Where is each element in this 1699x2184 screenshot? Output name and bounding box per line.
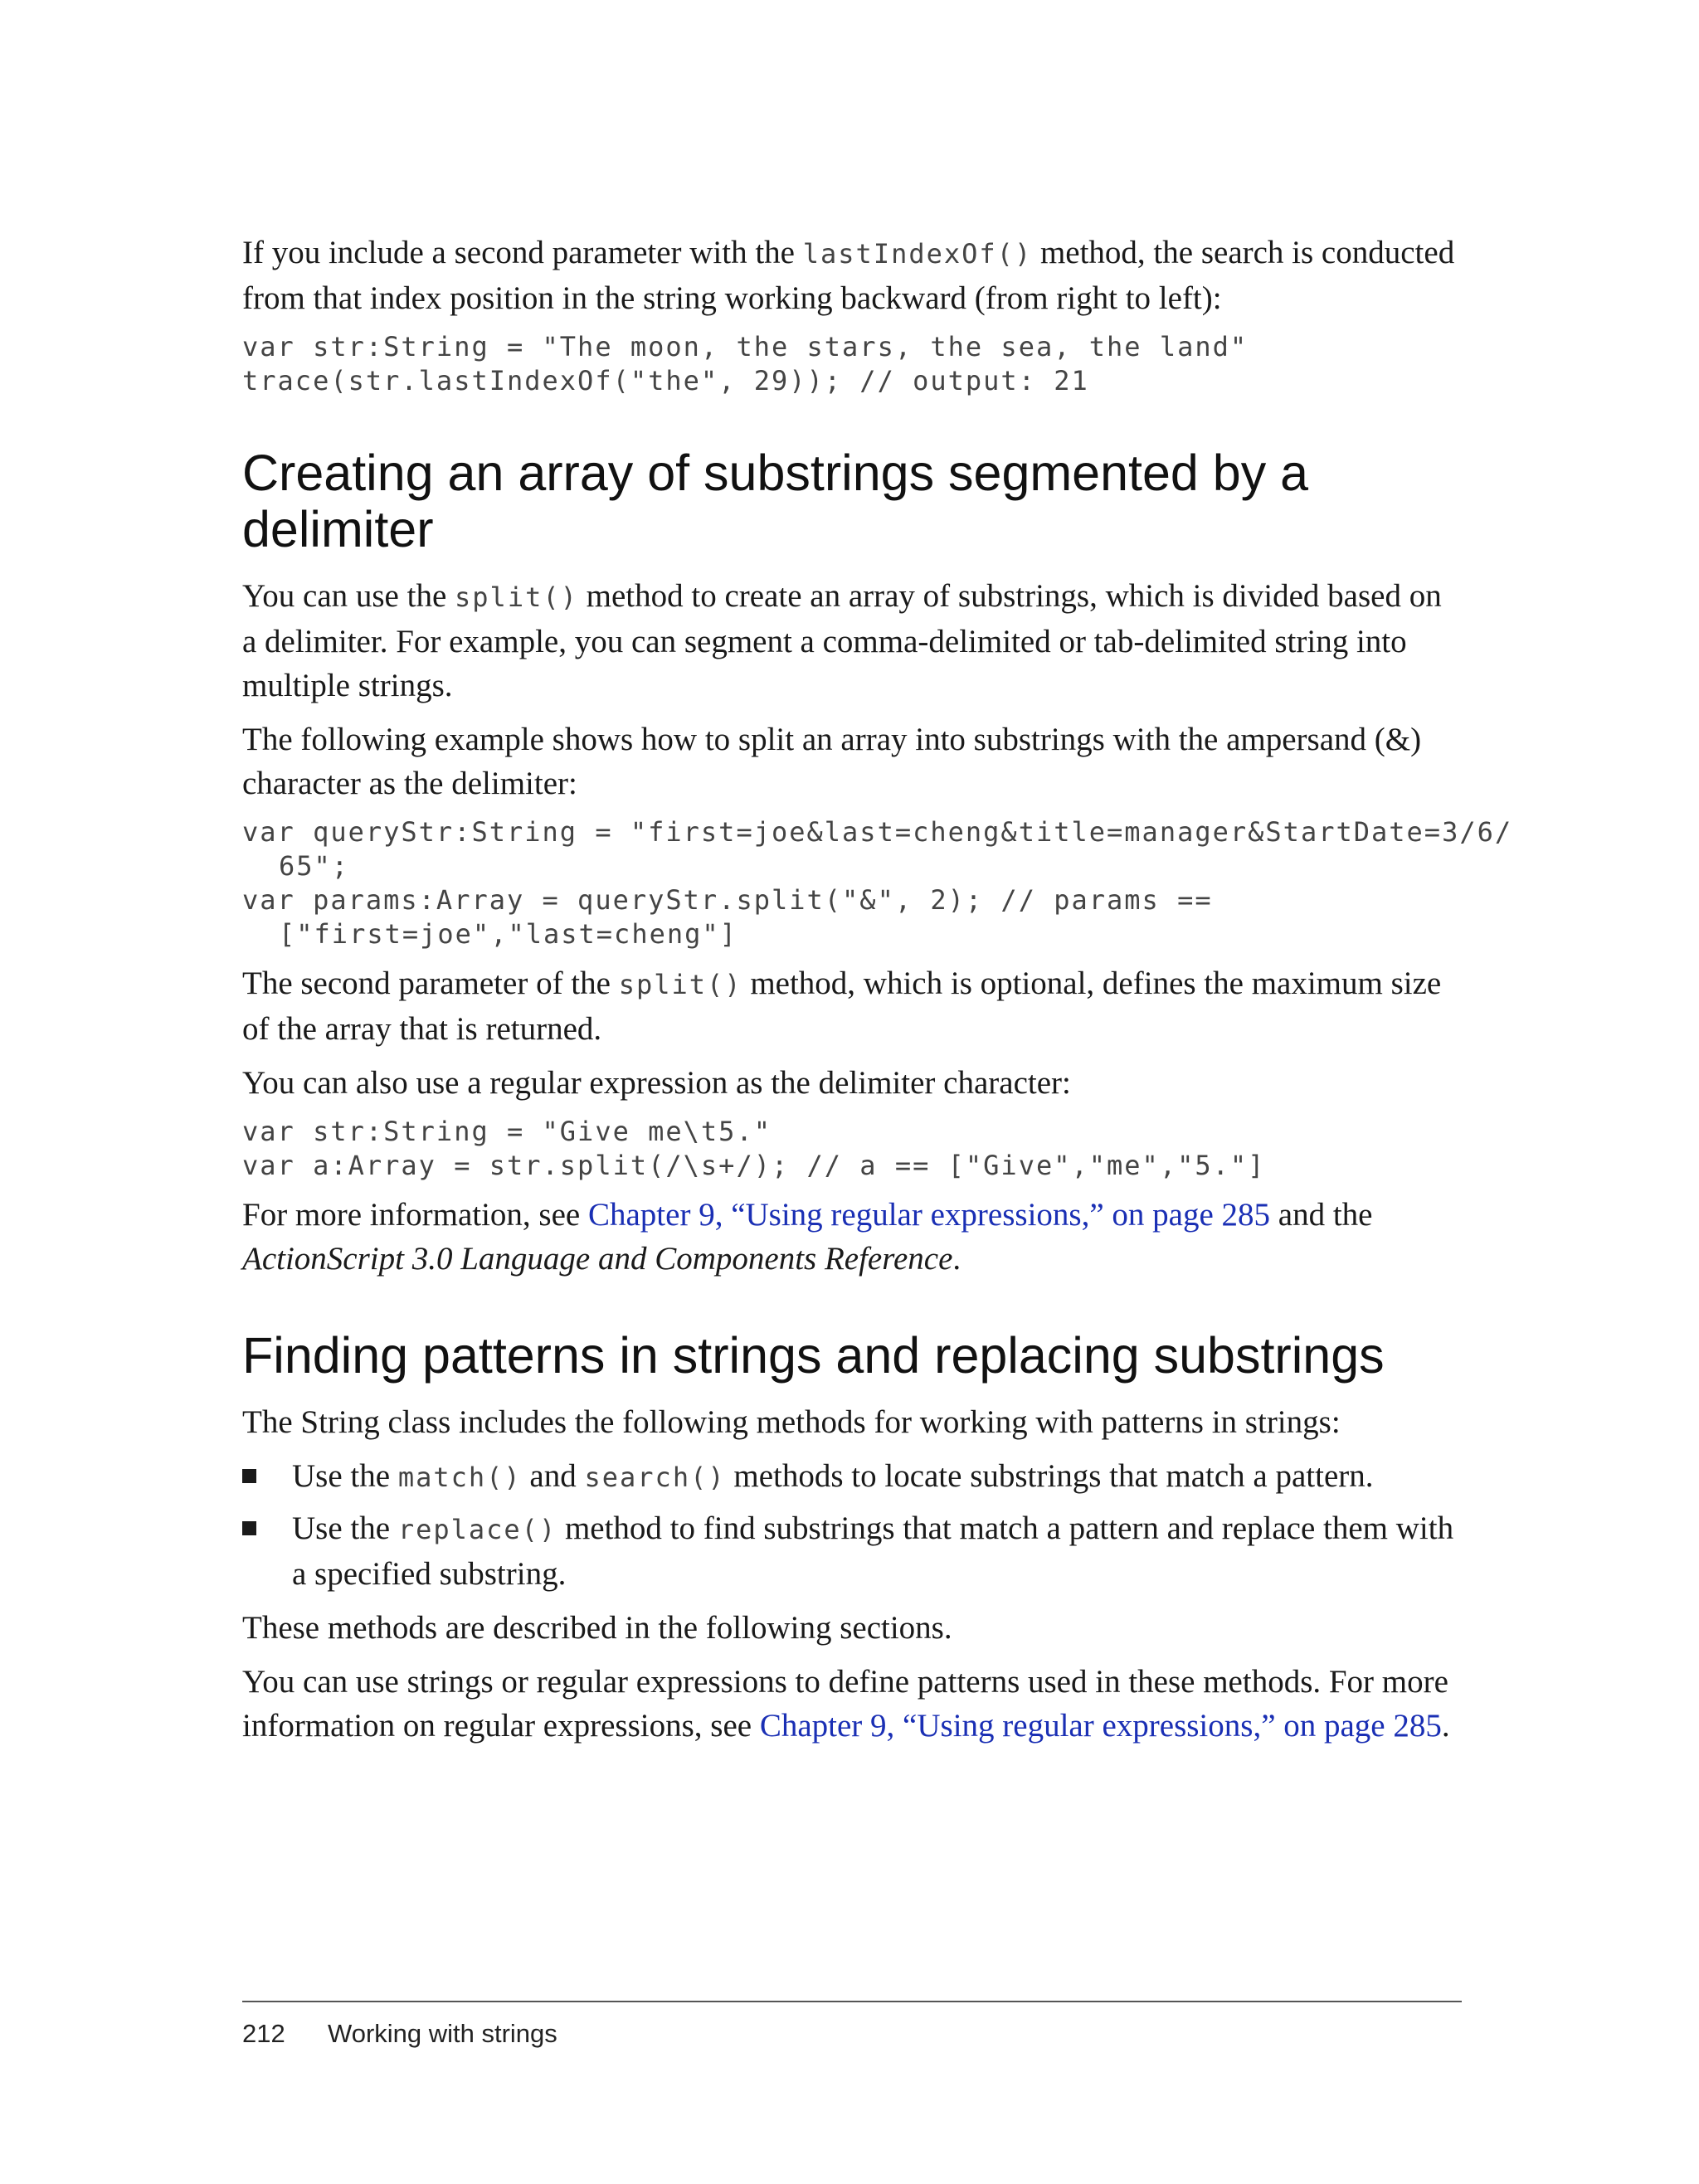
code-line-continued: 65";	[279, 850, 350, 882]
chapter-9-link[interactable]: Chapter 9, “Using regular expressions,” on page 285	[759, 1708, 1442, 1744]
code-block-regex-split	[242, 1115, 1462, 1183]
code-line-continued: ["first=joe","last=cheng"]	[279, 918, 738, 950]
second-parameter-paragraph: The second parameter of the split() method, which is optional, defines the maximum size of the array that is returned.	[242, 966, 1442, 1047]
regex-delimiter-paragraph: You can also use a regular expression as the delimiter character:	[242, 1065, 1071, 1101]
ampersand-paragraph: The following example shows how to split an array into substrings with the ampersand (&) character as the delimiter:	[242, 722, 1422, 801]
inline-code-search: search()	[584, 1462, 726, 1493]
square-bullet-icon	[242, 1521, 256, 1535]
page-content	[242, 231, 1513, 1758]
square-bullet-icon	[242, 1469, 256, 1483]
bullet-item-match-search: Use the match() and search() methods to locate substrings that match a pattern.	[242, 1454, 1462, 1500]
split-intro-paragraph: You can use the split() method to create an array of substrings, which is divided based on a delimiter. For example, you can segment a comma-delimited or tab-delimited string into multiple strings.	[242, 578, 1442, 703]
sections-paragraph: These methods are described in the following sections.	[242, 1610, 952, 1646]
inline-code-split: split()	[618, 969, 742, 1000]
inline-code-replace: replace()	[397, 1514, 557, 1545]
inline-code-split: split()	[455, 581, 578, 613]
inline-code-match: match()	[397, 1462, 522, 1493]
regex-info-paragraph: You can use strings or regular expressions to define patterns used in these methods. For more information on regular expressions, see Chapter 9, “Using regular expressions,” on page 285.	[242, 1664, 1450, 1744]
page-number: 212	[242, 2019, 285, 2048]
patterns-intro-paragraph: The String class includes the following methods for working with patterns in strings:	[242, 1404, 1341, 1440]
code-line: var str:String = "Give me\t5."	[242, 1116, 772, 1147]
section-heading-split: Creating an array of substrings segmented by a delimiter	[242, 445, 1309, 557]
code-line: trace(str.lastIndexOf("the", 29)); // output: 21	[242, 365, 1089, 396]
code-line: var params:Array = queryStr.split("&", 2); // params ==	[242, 884, 1213, 916]
code-line: var queryStr:String = "first=joe&last=cheng&title=manager&StartDate=3/6/	[242, 816, 1513, 848]
code-block-lastindexof	[242, 330, 1462, 398]
page-footer	[242, 2017, 557, 2050]
inline-code-lastindexof: lastIndexOf()	[802, 238, 1033, 270]
intro-paragraph: If you include a second parameter with the lastIndexOf() method, the search is conducted from that index position in the string working backward (from right to left):	[242, 235, 1455, 316]
section-heading-patterns: Finding patterns in strings and replacing substrings	[242, 1327, 1385, 1384]
chapter-title: Working with strings	[328, 2019, 557, 2048]
more-info-paragraph: For more information, see Chapter 9, “Using regular expressions,” on page 285 and the ActionScript 3.0 Language and Components Reference.	[242, 1197, 1373, 1277]
bullet-item-replace: Use the replace() method to find substrings that match a pattern and replace them with a specified substring.	[242, 1506, 1462, 1596]
code-line: var a:Array = str.split(/\s+/); // a == ["Give","me","5."]	[242, 1150, 1266, 1181]
code-block-querystr	[242, 815, 1513, 951]
chapter-9-link[interactable]: Chapter 9, “Using regular expressions,” on page 285	[587, 1197, 1271, 1233]
reference-title: ActionScript 3.0 Language and Components Reference	[242, 1241, 953, 1277]
footer-divider	[242, 2001, 1462, 2002]
code-line: var str:String = "The moon, the stars, the sea, the land"	[242, 331, 1249, 362]
methods-bullet-list	[242, 1454, 1462, 1596]
